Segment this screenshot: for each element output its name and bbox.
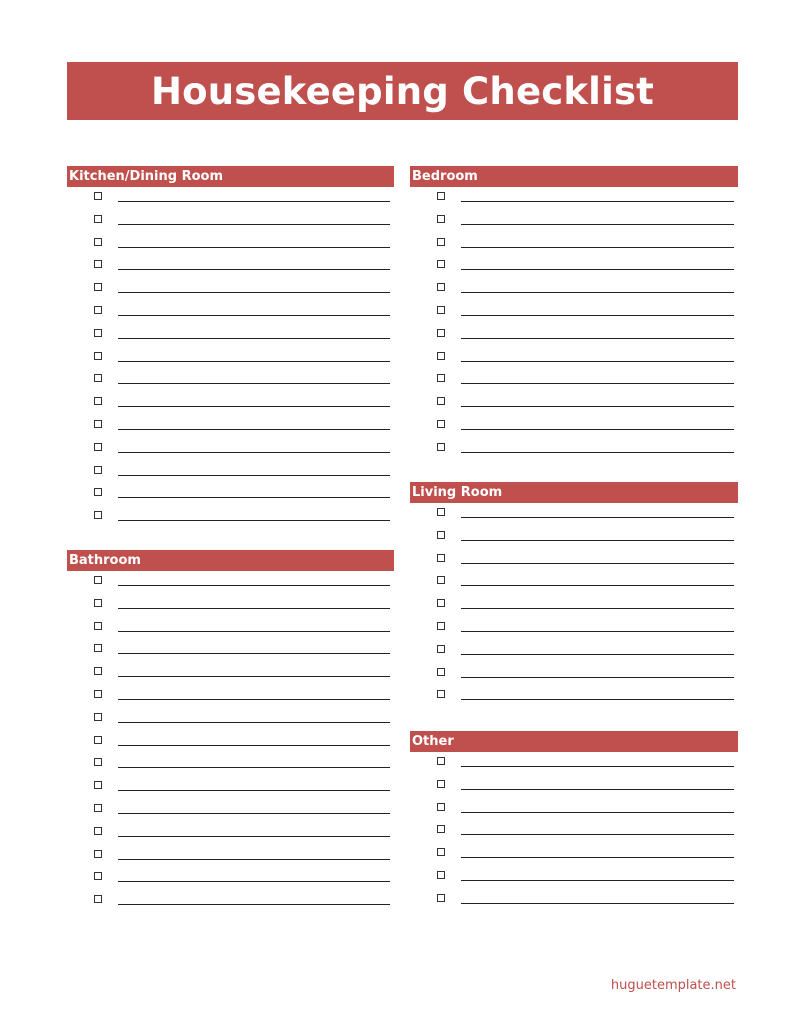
checkbox[interactable] xyxy=(437,443,445,451)
checkbox[interactable] xyxy=(94,374,102,382)
list-item xyxy=(67,415,394,438)
write-in-line[interactable] xyxy=(118,631,390,632)
list-item xyxy=(410,798,738,821)
write-in-line[interactable] xyxy=(461,224,734,225)
checkbox[interactable] xyxy=(437,576,445,584)
write-in-line[interactable] xyxy=(461,699,734,700)
list-item xyxy=(410,663,738,686)
checklist-items xyxy=(67,571,394,913)
list-item xyxy=(67,255,394,278)
checkbox[interactable] xyxy=(437,690,445,698)
section-header-other: Other xyxy=(410,731,738,752)
write-in-line[interactable] xyxy=(461,766,734,767)
list-item xyxy=(410,255,738,278)
write-in-line[interactable] xyxy=(118,745,390,746)
list-item xyxy=(67,799,394,822)
write-in-line[interactable] xyxy=(118,224,390,225)
section-living-room xyxy=(410,482,738,708)
write-in-line[interactable] xyxy=(461,834,734,835)
write-in-line[interactable] xyxy=(461,880,734,881)
write-in-line[interactable] xyxy=(118,406,390,407)
write-in-line[interactable] xyxy=(461,338,734,339)
list-item xyxy=(410,775,738,798)
write-in-line[interactable] xyxy=(118,813,390,814)
write-in-line[interactable] xyxy=(461,677,734,678)
list-item xyxy=(67,438,394,461)
list-item xyxy=(67,483,394,506)
write-in-line[interactable] xyxy=(461,857,734,858)
list-item xyxy=(410,415,738,438)
checkbox[interactable] xyxy=(437,238,445,246)
write-in-line[interactable] xyxy=(461,789,734,790)
list-item xyxy=(67,639,394,662)
checklist-items xyxy=(410,503,738,708)
list-item xyxy=(67,662,394,685)
checkbox[interactable] xyxy=(94,713,102,721)
section-header-living-room: Living Room xyxy=(410,482,738,503)
checklist-items xyxy=(410,187,738,461)
list-item xyxy=(410,617,738,640)
list-item xyxy=(410,640,738,663)
write-in-line[interactable] xyxy=(461,429,734,430)
list-item xyxy=(410,503,738,526)
checklist-items xyxy=(410,752,738,912)
checkbox[interactable] xyxy=(94,781,102,789)
checkbox[interactable] xyxy=(437,260,445,268)
checkbox[interactable] xyxy=(437,215,445,223)
write-in-line[interactable] xyxy=(461,631,734,632)
checkbox[interactable] xyxy=(94,576,102,584)
write-in-line[interactable] xyxy=(118,699,390,700)
checkbox[interactable] xyxy=(437,645,445,653)
list-item xyxy=(410,369,738,392)
write-in-line[interactable] xyxy=(461,361,734,362)
checklist-items xyxy=(67,187,394,529)
write-in-line[interactable] xyxy=(118,292,390,293)
checkbox[interactable] xyxy=(94,736,102,744)
write-in-line[interactable] xyxy=(461,608,734,609)
write-in-line[interactable] xyxy=(118,269,390,270)
section-kitchen xyxy=(67,166,394,529)
list-item xyxy=(67,278,394,301)
checkbox[interactable] xyxy=(94,329,102,337)
write-in-line[interactable] xyxy=(118,767,390,768)
section-bathroom xyxy=(67,550,394,913)
write-in-line[interactable] xyxy=(461,406,734,407)
list-item xyxy=(67,324,394,347)
write-in-line[interactable] xyxy=(118,201,390,202)
checkbox[interactable] xyxy=(94,622,102,630)
checkbox[interactable] xyxy=(94,306,102,314)
checkbox[interactable] xyxy=(94,599,102,607)
list-item xyxy=(410,866,738,889)
write-in-line[interactable] xyxy=(461,903,734,904)
checkbox[interactable] xyxy=(94,352,102,360)
write-in-line[interactable] xyxy=(461,201,734,202)
list-item xyxy=(410,843,738,866)
write-in-line[interactable] xyxy=(461,247,734,248)
checkbox[interactable] xyxy=(437,780,445,788)
checkbox[interactable] xyxy=(437,283,445,291)
write-in-line[interactable] xyxy=(461,315,734,316)
checkbox[interactable] xyxy=(437,894,445,902)
checkbox[interactable] xyxy=(94,872,102,880)
write-in-line[interactable] xyxy=(118,585,390,586)
checkbox[interactable] xyxy=(437,871,445,879)
list-item xyxy=(67,392,394,415)
footer-site: huguetemplate.net xyxy=(610,978,736,993)
list-item xyxy=(410,752,738,775)
write-in-line[interactable] xyxy=(461,585,734,586)
write-in-line[interactable] xyxy=(118,676,390,677)
checkbox[interactable] xyxy=(437,192,445,200)
list-item xyxy=(410,392,738,415)
checkbox[interactable] xyxy=(437,508,445,516)
list-item xyxy=(410,594,738,617)
checkbox[interactable] xyxy=(94,283,102,291)
checkbox[interactable] xyxy=(94,758,102,766)
list-item xyxy=(67,571,394,594)
list-item xyxy=(67,753,394,776)
checkbox[interactable] xyxy=(437,306,445,314)
write-in-line[interactable] xyxy=(461,383,734,384)
checkbox[interactable] xyxy=(94,260,102,268)
checkbox[interactable] xyxy=(437,397,445,405)
list-item xyxy=(410,438,738,461)
checkbox[interactable] xyxy=(437,599,445,607)
list-item xyxy=(410,233,738,256)
checkbox[interactable] xyxy=(437,554,445,562)
list-item xyxy=(67,731,394,754)
list-item xyxy=(67,890,394,913)
list-item xyxy=(410,278,738,301)
checkbox[interactable] xyxy=(437,757,445,765)
list-item xyxy=(410,889,738,912)
checkbox[interactable] xyxy=(94,827,102,835)
checkbox[interactable] xyxy=(94,488,102,496)
list-item xyxy=(67,867,394,890)
write-in-line[interactable] xyxy=(461,452,734,453)
list-item xyxy=(410,187,738,210)
checkbox[interactable] xyxy=(437,420,445,428)
checkbox[interactable] xyxy=(94,420,102,428)
list-item xyxy=(67,776,394,799)
write-in-line[interactable] xyxy=(118,790,390,791)
write-in-line[interactable] xyxy=(461,292,734,293)
list-item xyxy=(410,685,738,708)
list-item xyxy=(67,708,394,731)
checkbox[interactable] xyxy=(94,215,102,223)
checkbox[interactable] xyxy=(437,668,445,676)
list-item xyxy=(410,210,738,233)
section-header-kitchen: Kitchen/Dining Room xyxy=(67,166,394,187)
list-item xyxy=(410,820,738,843)
checkbox[interactable] xyxy=(437,622,445,630)
list-item xyxy=(67,233,394,256)
write-in-line[interactable] xyxy=(118,383,390,384)
checkbox[interactable] xyxy=(437,825,445,833)
list-item xyxy=(67,822,394,845)
write-in-line[interactable] xyxy=(118,836,390,837)
page-title: Housekeeping Checklist xyxy=(150,69,655,113)
section-header-bathroom: Bathroom xyxy=(67,550,394,571)
checkbox[interactable] xyxy=(94,850,102,858)
list-item xyxy=(410,347,738,370)
write-in-line[interactable] xyxy=(461,517,734,518)
write-in-line[interactable] xyxy=(118,475,390,476)
write-in-line[interactable] xyxy=(118,361,390,362)
checkbox[interactable] xyxy=(94,192,102,200)
checkbox[interactable] xyxy=(94,466,102,474)
write-in-line[interactable] xyxy=(461,654,734,655)
list-item xyxy=(67,594,394,617)
write-in-line[interactable] xyxy=(118,452,390,453)
checkbox[interactable] xyxy=(94,644,102,652)
write-in-line[interactable] xyxy=(461,540,734,541)
checkbox[interactable] xyxy=(437,848,445,856)
checkbox[interactable] xyxy=(437,803,445,811)
checkbox[interactable] xyxy=(94,511,102,519)
write-in-line[interactable] xyxy=(461,563,734,564)
checkbox[interactable] xyxy=(94,238,102,246)
list-item xyxy=(410,526,738,549)
list-item xyxy=(67,617,394,640)
checkbox[interactable] xyxy=(437,352,445,360)
write-in-line[interactable] xyxy=(118,520,390,521)
write-in-line[interactable] xyxy=(461,812,734,813)
section-header-bedroom: Bedroom xyxy=(410,166,738,187)
write-in-line[interactable] xyxy=(118,722,390,723)
list-item xyxy=(410,301,738,324)
section-bedroom xyxy=(410,166,738,461)
checkbox[interactable] xyxy=(437,329,445,337)
list-item xyxy=(67,461,394,484)
list-item xyxy=(67,685,394,708)
checkbox[interactable] xyxy=(94,804,102,812)
write-in-line[interactable] xyxy=(118,859,390,860)
checkbox[interactable] xyxy=(437,531,445,539)
list-item xyxy=(67,187,394,210)
title-banner xyxy=(67,62,738,120)
list-item xyxy=(410,549,738,572)
write-in-line[interactable] xyxy=(118,315,390,316)
write-in-line[interactable] xyxy=(118,429,390,430)
list-item xyxy=(410,571,738,594)
list-item xyxy=(67,369,394,392)
checkbox[interactable] xyxy=(94,397,102,405)
checkbox[interactable] xyxy=(94,667,102,675)
checkbox[interactable] xyxy=(94,690,102,698)
list-item xyxy=(67,845,394,868)
list-item xyxy=(67,506,394,529)
section-other xyxy=(410,731,738,912)
write-in-line[interactable] xyxy=(118,338,390,339)
checkbox[interactable] xyxy=(94,443,102,451)
write-in-line[interactable] xyxy=(118,904,390,905)
list-item xyxy=(410,324,738,347)
checkbox[interactable] xyxy=(437,374,445,382)
write-in-line[interactable] xyxy=(118,881,390,882)
list-item xyxy=(67,347,394,370)
write-in-line[interactable] xyxy=(118,653,390,654)
list-item xyxy=(67,301,394,324)
list-item xyxy=(67,210,394,233)
write-in-line[interactable] xyxy=(118,247,390,248)
write-in-line[interactable] xyxy=(461,269,734,270)
write-in-line[interactable] xyxy=(118,497,390,498)
write-in-line[interactable] xyxy=(118,608,390,609)
checkbox[interactable] xyxy=(94,895,102,903)
